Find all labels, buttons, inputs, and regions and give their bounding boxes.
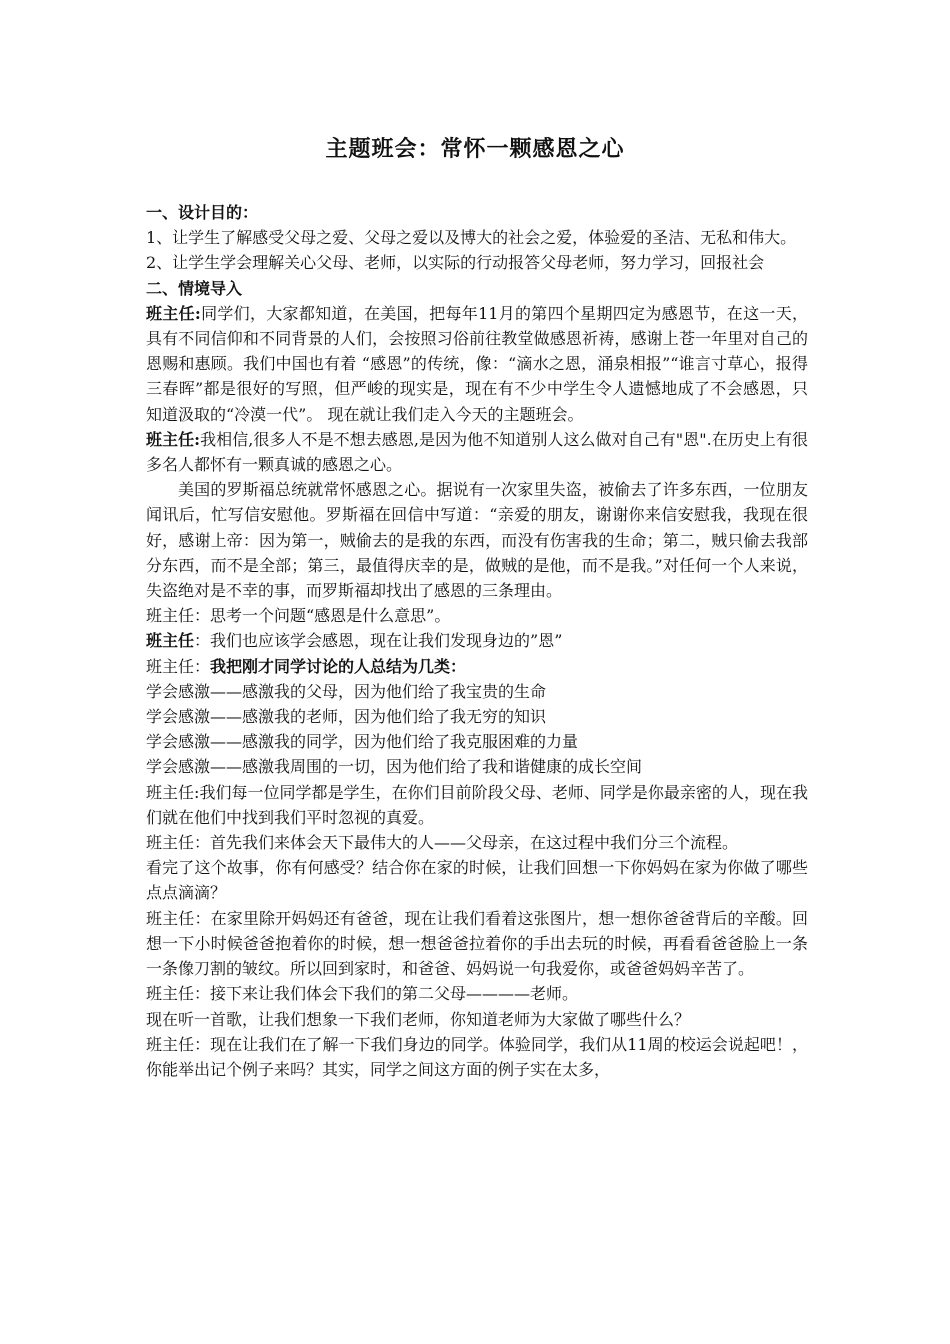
document-title: 主题班会：常怀一颗感恩之心 bbox=[325, 137, 625, 162]
gratitude-list-item: 学会感激——感激我的老师，因为他们给了我无穷的知识 bbox=[146, 707, 547, 727]
paragraph-bold-text: 我把刚才同学讨论的人总结为几类： bbox=[210, 656, 467, 676]
paragraph-teacher: 班主任：接下来让我们体会下我们的第二父母————老师。 bbox=[146, 984, 579, 1004]
paragraph-text: ：我们也应该学会感恩，现在让我们发现身边的”恩” bbox=[194, 631, 563, 651]
speaker-label: 班主任: bbox=[146, 429, 201, 449]
paragraph-father: 班主任：在家里除开妈妈还有爸爸，现在让我们看着这张图片，想一想你爸爸背后的辛酸。回想一下小时候爸爸抱着你的时候，想一想爸爸拉着你的手出去玩的时候，再看看爸爸脸上一条一条像刀割的皱纹。所以回到家时，和爸爸、妈妈说一句我爱你，或爸爸妈妈辛苦了。 bbox=[146, 908, 808, 979]
paragraph-question: 班主任：思考一个问题“感恩是什么意思”。 bbox=[146, 606, 451, 626]
speaker-label: 班主任： bbox=[146, 656, 211, 676]
purpose-item-1: 1、让学生了解感受父母之爱、父母之爱以及博大的社会之爱，体验爱的圣洁、无私和伟大。 bbox=[146, 228, 797, 248]
speaker-label: 班主任: bbox=[146, 303, 201, 323]
document-body bbox=[146, 200, 808, 1082]
paragraph-summary bbox=[146, 654, 808, 679]
gratitude-list-item: 学会感激——感激我周围的一切，因为他们给了我和谐健康的成长空间 bbox=[146, 757, 643, 777]
paragraph-text: 我相信,很多人不是不想去感恩,是因为他不知道别人这么做对自己有"恩".在历史上有很多名人都怀有一颗真诚的感恩之心。 bbox=[146, 429, 808, 475]
speaker-label: 班主任 bbox=[146, 631, 195, 651]
purpose-item-2: 2、让学生学会理解关心父母、老师，以实际的行动报答父母老师，努力学习，回报社会 bbox=[146, 253, 765, 273]
paragraph-text: 同学们，大家都知道，在美国，把每年11月的第四个星期四定为感恩节，在这一天，具有不同信仰和不同背景的人们，会按照习俗前往教堂做感恩祈祷，感谢上苍一年里对自己的恩赐和惠顾。我们中国也有着 “感恩”的传统，像：“滴水之恩，涌泉相报”“谁言寸草心，报得三春晖”都是很好的写照，但严峻的现实是，现在有不少中学生令人遗憾地成了不会感恩，只知道汲取的“冷漠一代”。 现在就让我们走入今天的主题班会。 bbox=[146, 303, 808, 424]
section-heading-intro: 二、情境导入 bbox=[146, 278, 243, 298]
paragraph-roosevelt: 美国的罗斯福总统就常怀感恩之心。据说有一次家里失盗，被偷去了许多东西，一位朋友闻讯后，忙写信安慰他。罗斯福在回信中写道：“亲爱的朋友，谢谢你来信安慰我，我现在很好，感谢上帝：因为第一，贼偷去的是我的东西，而没有伤害我的生命；第二，贼只偷去我部分东西，而不是全部；第三，最值得庆幸的是，做贼的是他，而不是我。”对任何一个人来说，失盗绝对是不幸的事，而罗斯福却找出了感恩的三条理由。 bbox=[146, 480, 808, 601]
paragraph-story-reflection: 看完了这个故事，你有何感受？结合你在家的时候，让我们回想一下你妈妈在家为你做了哪些点点滴滴？ bbox=[146, 858, 808, 903]
gratitude-list-item: 学会感激——感激我的父母，因为他们给了我宝贵的生命 bbox=[146, 681, 547, 701]
paragraph-parents: 班主任：首先我们来体会天下最伟大的人——父母亲，在这过程中我们分三个流程。 bbox=[146, 833, 739, 853]
paragraph-discover bbox=[146, 628, 808, 653]
paragraph-gratitude-famous bbox=[146, 427, 808, 477]
paragraph-classmates: 班主任：现在让我们在了解一下我们身边的同学。体验同学，我们从11周的校运会说起吧！，你能举出记个例子来吗？其实，同学之间这方面的例子实在太多， bbox=[146, 1034, 808, 1079]
paragraph-closest-people: 班主任:我们每一位同学都是学生，在你们目前阶段父母、老师、同学是你最亲密的人，现在我们就在他们中找到我们平时忽视的真爱。 bbox=[146, 782, 808, 827]
paragraph-thanksgiving bbox=[146, 301, 808, 427]
paragraph-song: 现在听一首歌，让我们想象一下我们老师，你知道老师为大家做了哪些什么？ bbox=[146, 1009, 691, 1029]
gratitude-list-item: 学会感激——感激我的同学，因为他们给了我克服困难的力量 bbox=[146, 732, 579, 752]
section-heading-purpose: 一、设计目的： bbox=[146, 203, 259, 222]
